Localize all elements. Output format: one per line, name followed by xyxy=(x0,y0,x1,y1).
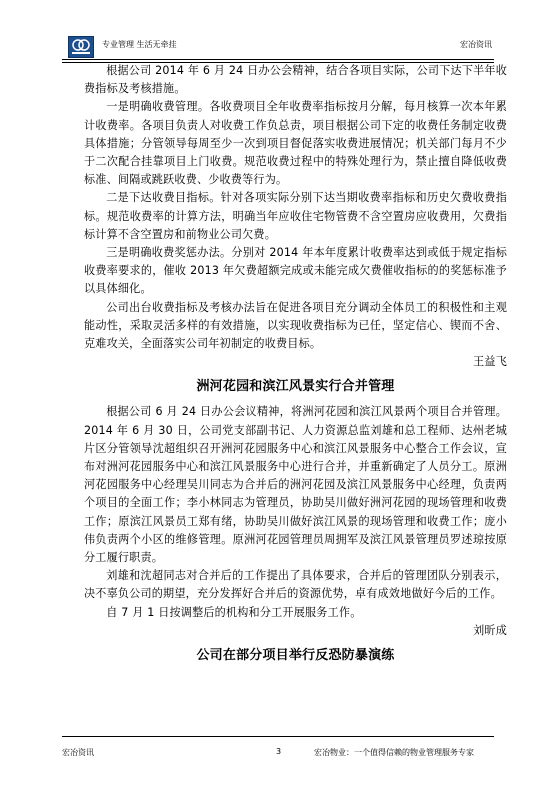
company-logo xyxy=(68,36,94,58)
page-header xyxy=(62,34,494,64)
article-author: 刘昕成 xyxy=(473,623,507,637)
article-body xyxy=(84,62,507,666)
paragraph: 根据公司 6 月 24 日办公会议精神，将洲河花园和滨江风景两个项目合并管理。2014 年 6 月 30 日，公司党支部副书记、人力资源总监刘雄和总工程师、达州老城片区分管领导沈超组织召开洲河花园服务中心和滨江风景服务中心整合工作会议，宣布对洲河花园服务中心和滨江风景服务中心进行合并，并重新确定了人员分工。原洲河花园服务中心经理吴川同志为合并后的洲河花园及滨江风景服务中心经理，负责两个项目的全面工作；李小林同志为管理员，协助吴川做好洲河花园的现场管理和收费工作；原滨江风景员工郑有绪，协助吴川做好滨江风景的现场管理和收费工作；庞小伟负责两个小区的维修管理。原洲河花园管理员周拥军及滨江风景管理员罗述琼按原分工履行职责。 xyxy=(84,405,507,565)
article-author: 王益飞 xyxy=(473,355,507,369)
header-slogan: 专业管理 生活无牵挂 xyxy=(102,40,177,49)
article-title: 洲河花园和滨江风景实行合并管理 xyxy=(196,379,395,395)
article-title: 公司在部分项目举行反恐防暴演练 xyxy=(196,648,395,664)
paragraph: 刘雄和沈超同志对合并后的工作提出了具体要求，合并后的管理团队分别表示，决不辜负公司的期望，充分发挥好合并后的资源优势，卓有成效地做好今后的工作。 xyxy=(84,569,507,601)
paragraph: 根据公司 2014 年 6 月 24 日办公会精神，结合各项目实际，公司下达下半年收费指标及考核措施。 xyxy=(84,64,507,96)
paragraph: 公司出台收费指标及考核办法旨在促进各项目充分调动全体员工的积极性和主观能动性，采取灵活多样的有效措施，以实现收费指标为已任，坚定信心、锲而不舍、克难攻关，全面落实公司年初制定的收费目标。 xyxy=(84,300,507,351)
footer-publication: 宏冶资讯 xyxy=(62,748,94,757)
paragraph: 三是明确收费奖惩办法。分别对 2014 年本年度累计收费率达到或低于规定指标收费率要求的，催收 2013 年欠费超额完成或未能完成欠费催收指标的的奖惩标准予以具体细化。 xyxy=(84,246,507,296)
footer-divider xyxy=(62,736,494,737)
paragraph: 二是下达收费目指标。针对各项实际分别下达当期收费率指标和历史欠费收费指标。规范收费率的计算方法，明确当年应收住宅物管费不含空置房应收费用，欠费指标计算不含空置房和前物业公司欠费。 xyxy=(84,191,507,241)
header-publication: 宏冶资讯 xyxy=(460,40,492,49)
page-number: 3 xyxy=(276,747,282,756)
paragraph: 一是明确收费管理。各收费项目全年收费率指标按月分解，每月核算一次本年累计收费率。各项目负责人对收费工作负总责，项目根据公司下定的收费任务制定收费具体措施；分管领导每周至少一次到项目督促落实收费进展情况；机关部门每月不少于二次配合挂靠项目上门收费。规范收费过程中的特殊处理行为，禁止擅自降低收费标准、间隔或跳跃收费、少收费等行为。 xyxy=(84,100,507,187)
paragraph: 自 7 月 1 日按调整后的机构和分工开展服务工作。 xyxy=(106,605,362,619)
footer-slogan: 宏冶物业：一个值得信赖的物业管理服务专家 xyxy=(314,748,474,757)
article-merger xyxy=(84,377,507,640)
article-fee-targets xyxy=(84,62,507,371)
